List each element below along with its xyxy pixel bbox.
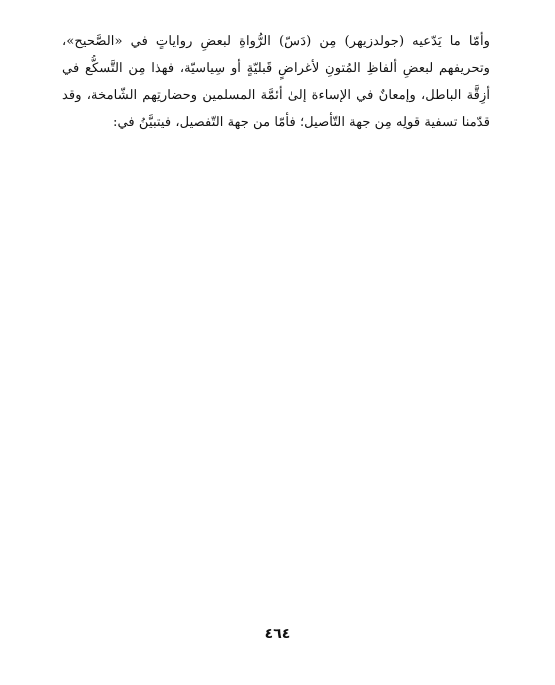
paragraph-line: وأمّا ما يَدّعيه (جولدزيهر) مِن (دَسّ) الرُّواةِ لبعضِ رواياتٍ في «الصَّحيح»،: [62, 34, 490, 49]
body-paragraph: [62, 28, 490, 136]
paragraph-line: قدّمنا تسفية قولِه مِن جهة التّأصيل؛ فأمّا من جهة التّفصيل، فيتبيَّنُ في:: [113, 115, 490, 130]
page-number: ٤٦٤: [264, 626, 291, 642]
paragraph-line: أزِقَّة الباطل، وإمعانٌ في الإساءة إلىٰ أئمَّة المسلمين وحضارتِهم الشّامخة، وقد: [62, 88, 490, 103]
paragraph-line: وتحريفهم لبعضِ ألفاظِ المُتونِ لأغراضٍ قَبليّةٍ أو سِياسيّة، فهذا مِن التَّسكُّع في: [62, 61, 490, 76]
